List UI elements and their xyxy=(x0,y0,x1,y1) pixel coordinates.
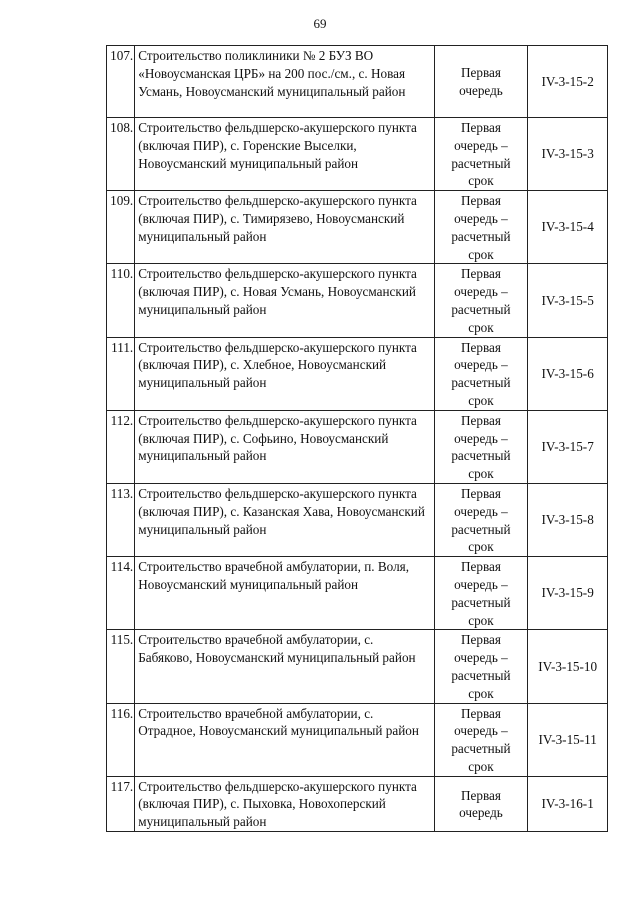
row-code: IV-3-15-6 xyxy=(528,337,608,410)
row-stage: Первая очередь – расчетный срок xyxy=(434,703,528,776)
row-stage: Первая очередь – расчетный срок xyxy=(434,557,528,630)
row-number: 113. xyxy=(107,483,135,556)
row-number: 111. xyxy=(107,337,135,410)
row-description: Строительство фельдшерско-акушерского пункта (включая ПИР), с. Пыховка, Новохоперский муниципальный район xyxy=(135,776,434,831)
row-code: IV-3-15-10 xyxy=(528,630,608,703)
table-row xyxy=(107,191,608,264)
row-code: IV-3-15-8 xyxy=(528,483,608,556)
table-row xyxy=(107,483,608,556)
row-code: IV-3-15-5 xyxy=(528,264,608,337)
table-row xyxy=(107,703,608,776)
row-description: Строительство фельдшерско-акушерского пункта (включая ПИР), с. Тимирязево, Новоусманский муниципальный район xyxy=(135,191,434,264)
row-stage: Первая очередь – расчетный срок xyxy=(434,483,528,556)
row-stage: Первая очередь xyxy=(434,776,528,831)
row-code: IV-3-15-9 xyxy=(528,557,608,630)
row-number: 107. xyxy=(107,46,135,118)
row-code: IV-3-15-11 xyxy=(528,703,608,776)
projects-table xyxy=(106,45,608,832)
table-row xyxy=(107,776,608,831)
table-row xyxy=(107,264,608,337)
row-code: IV-3-15-7 xyxy=(528,410,608,483)
row-description: Строительство врачебной амбулатории, с. Отрадное, Новоусманский муниципальный район xyxy=(135,703,434,776)
row-description: Строительство фельдшерско-акушерского пункта (включая ПИР), с. Горенские Выселки, Новоусманский муниципальный район xyxy=(135,118,434,191)
row-stage: Первая очередь xyxy=(434,46,528,118)
row-description: Строительство врачебной амбулатории, с. Бабяково, Новоусманский муниципальный район xyxy=(135,630,434,703)
row-number: 117. xyxy=(107,776,135,831)
table-row xyxy=(107,410,608,483)
row-stage: Первая очередь – расчетный срок xyxy=(434,118,528,191)
row-stage: Первая очередь – расчетный срок xyxy=(434,191,528,264)
row-code: IV-3-15-4 xyxy=(528,191,608,264)
row-description: Строительство фельдшерско-акушерского пункта (включая ПИР), с. Софьино, Новоусманский муниципальный район xyxy=(135,410,434,483)
table-row xyxy=(107,630,608,703)
row-number: 108. xyxy=(107,118,135,191)
row-description: Строительство врачебной амбулатории, п. Воля, Новоусманский муниципальный район xyxy=(135,557,434,630)
table-row xyxy=(107,118,608,191)
row-number: 110. xyxy=(107,264,135,337)
row-description: Строительство фельдшерско-акушерского пункта (включая ПИР), с. Новая Усмань, Новоусманский муниципальный район xyxy=(135,264,434,337)
row-number: 112. xyxy=(107,410,135,483)
row-number: 109. xyxy=(107,191,135,264)
row-number: 116. xyxy=(107,703,135,776)
row-description: Строительство поликлиники № 2 БУЗ ВО «Новоусманская ЦРБ» на 200 пос./см., с. Новая Усмань, Новоусманский муниципальный район xyxy=(135,46,434,118)
row-number: 114. xyxy=(107,557,135,630)
row-stage: Первая очередь – расчетный срок xyxy=(434,630,528,703)
table-row xyxy=(107,337,608,410)
table-row xyxy=(107,46,608,118)
row-code: IV-3-15-3 xyxy=(528,118,608,191)
row-code: IV-3-15-2 xyxy=(528,46,608,118)
table-row xyxy=(107,557,608,630)
row-stage: Первая очередь – расчетный срок xyxy=(434,337,528,410)
row-stage: Первая очередь – расчетный срок xyxy=(434,410,528,483)
row-description: Строительство фельдшерско-акушерского пункта (включая ПИР), с. Казанская Хава, Новоусманский муниципальный район xyxy=(135,483,434,556)
row-code: IV-3-16-1 xyxy=(528,776,608,831)
row-stage: Первая очередь – расчетный срок xyxy=(434,264,528,337)
page-number: 69 xyxy=(313,16,327,31)
row-description: Строительство фельдшерско-акушерского пункта (включая ПИР), с. Хлебное, Новоусманский муниципальный район xyxy=(135,337,434,410)
row-number: 115. xyxy=(107,630,135,703)
